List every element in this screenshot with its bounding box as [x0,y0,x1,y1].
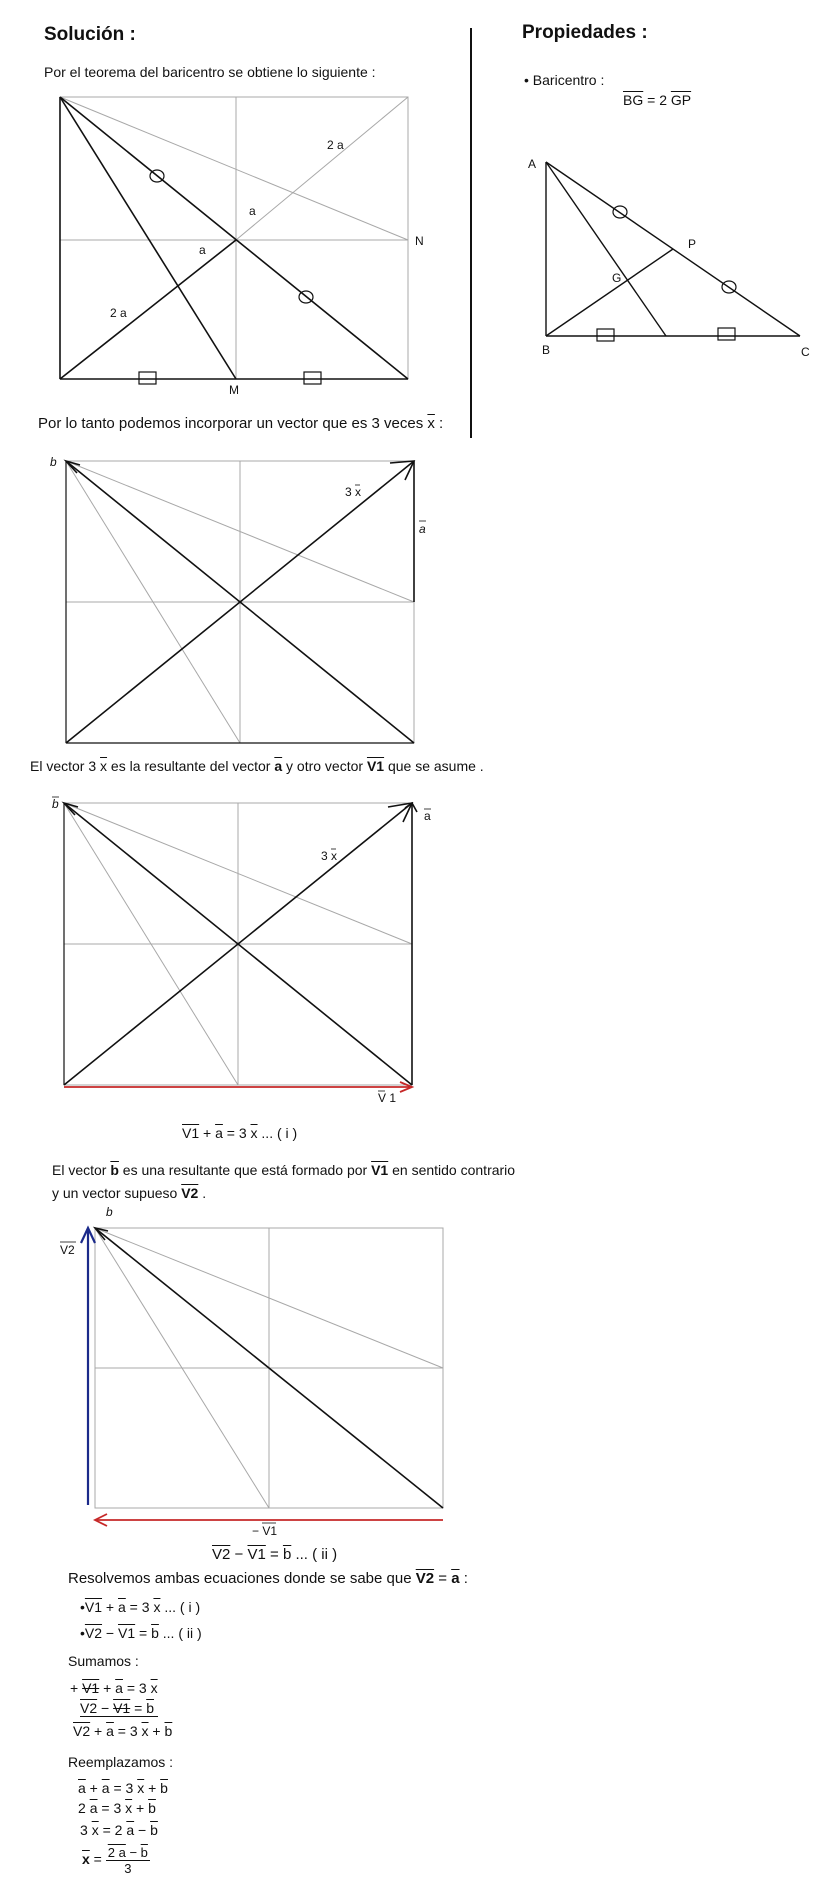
fig1-label: N [415,234,424,248]
baricentro-bullet: • Baricentro : [524,72,605,88]
fig4-label: b [106,1205,113,1219]
rep-line-2: 2 $\overline{a} = 3$ $\overline{x} + \overline{b}$ [78,1800,156,1816]
intro-text: Por el teorema del baricentro se obtiene lo siguiente : [44,64,376,80]
triangle-label: C [801,345,810,359]
fig2-label: 3 x [345,485,362,499]
fig2-label: a [419,522,426,536]
fig1-label: a [249,204,256,218]
rep-line-1: $\overline{a} + \overline{a} = 3$ $\overline{x} + \overline{b}$ [78,1780,168,1796]
fig3-label: b [52,797,59,811]
triangle-label: A [528,157,537,171]
equation-i: $V1 + \overline{a} = 3$ $\overline{x}$ ... ( i ) [182,1125,298,1141]
baricentro-formula: $\overline{BG} = 2$ $\overline{GP}$ [623,92,692,108]
fig1-label: a [199,243,206,257]
fig1-label: 2 a [327,138,344,152]
final-result: $\overline{x}$ = $\frac{2 a - \overline{b}}{3}$ [82,1845,148,1876]
reemplazamos-label: Reemplazamos : [68,1754,174,1770]
equation-ii: $V2 - V1 = \overline{b}$ ... ( ii ) [212,1546,338,1563]
solution-heading: Solución : [44,24,136,45]
sum-line-1: + $V1 + \overline{a} = 3$ $\overline{x}$ [70,1680,158,1696]
step2-text: Por lo tanto podemos incorporar un vector que es 3 veces $\overline{x}$ : [38,415,444,432]
fig3-label: a [424,809,431,823]
step4-line1: El vector $\overline{b}$ es una resultante que está formado por V1 en sentido contrario [52,1162,516,1178]
fig3-label: 3 x [321,849,338,863]
triangle-label: P [688,237,697,251]
fig3-label: V 1 [378,1091,397,1105]
bullet-eq-ii: •V2 − $V1 = \overline{b}$ ... ( ii ) [80,1625,202,1641]
fig2-label: b [50,455,57,469]
step3-text: El vector 3 $\overline{x}$ es la resultante del vector $\overline{a}$ y otro vector V1 que se asume . [30,758,484,774]
properties-heading: Propiedades : [522,22,648,43]
fig4-label: − V1 [252,1524,278,1538]
fig4-label: V2 [60,1243,75,1257]
sum-line-2: $V2 - V1 = \overline{b}$ [80,1700,158,1717]
step4-line2: y un vector supueso V2 . [52,1185,207,1201]
sumamos-label: Sumamos : [68,1653,139,1669]
fig1-label: 2 a [110,306,127,320]
final-fraction: $\frac{2 a - \overline{b}}{3}$ [107,1845,148,1876]
triangle-label: B [542,343,551,357]
bullet-eq-i: •V1 + $\overline{a} = 3$ $\overline{x}$ ... ( i ) [80,1599,201,1615]
rep-line-3: 3 $\overline{x} = 2$ $\overline{a} - \overline{b}$ [80,1822,158,1838]
triangle-label: G [612,271,622,285]
fig1-label: M [229,383,239,397]
resolve-text: Resolvemos ambas ecuaciones donde se sabe que $V2 = \overline{a}$ : [68,1570,468,1587]
sum-result: $V2 + \overline{a} = 3$ $\overline{x} + \overline{b}$ [73,1723,173,1739]
